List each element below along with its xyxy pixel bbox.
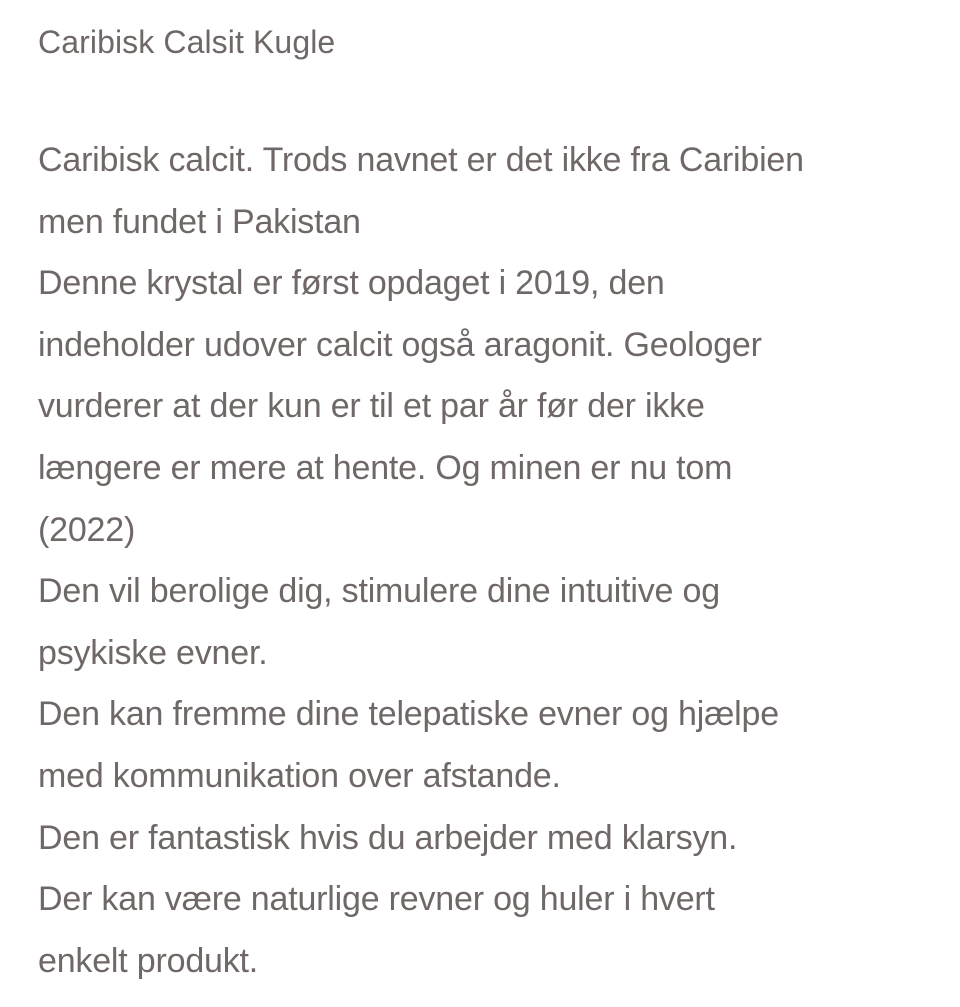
- description-line: Den vil berolige dig, stimulere dine intuitive og: [38, 572, 720, 611]
- description-line: indeholder udover calcit også aragonit. Geologer: [38, 325, 762, 364]
- product-description: [38, 130, 943, 992]
- description-line: længere er mere at hente. Og minen er nu tom: [38, 448, 733, 487]
- description-line: men fundet i Pakistan: [38, 202, 361, 241]
- description-line: (2022): [38, 510, 136, 549]
- description-line: Der kan være naturlige revner og huler i hvert: [38, 880, 715, 919]
- description-line: psykiske evner.: [38, 633, 268, 672]
- description-line: vurderer at der kun er til et par år før der ikke: [38, 387, 705, 426]
- product-title: Caribisk Calsit Kugle: [38, 24, 336, 60]
- description-line: Denne krystal er først opdaget i 2019, den: [38, 264, 665, 303]
- description-line: enkelt produkt.: [38, 941, 259, 980]
- description-line: Den kan fremme dine telepatiske evner og hjælpe: [38, 695, 779, 734]
- description-line: Caribisk calcit. Trods navnet er det ikke fra Caribien: [38, 141, 804, 179]
- description-line: Den er fantastisk hvis du arbejder med klarsyn.: [38, 818, 738, 857]
- description-line: med kommunikation over afstande.: [38, 756, 561, 795]
